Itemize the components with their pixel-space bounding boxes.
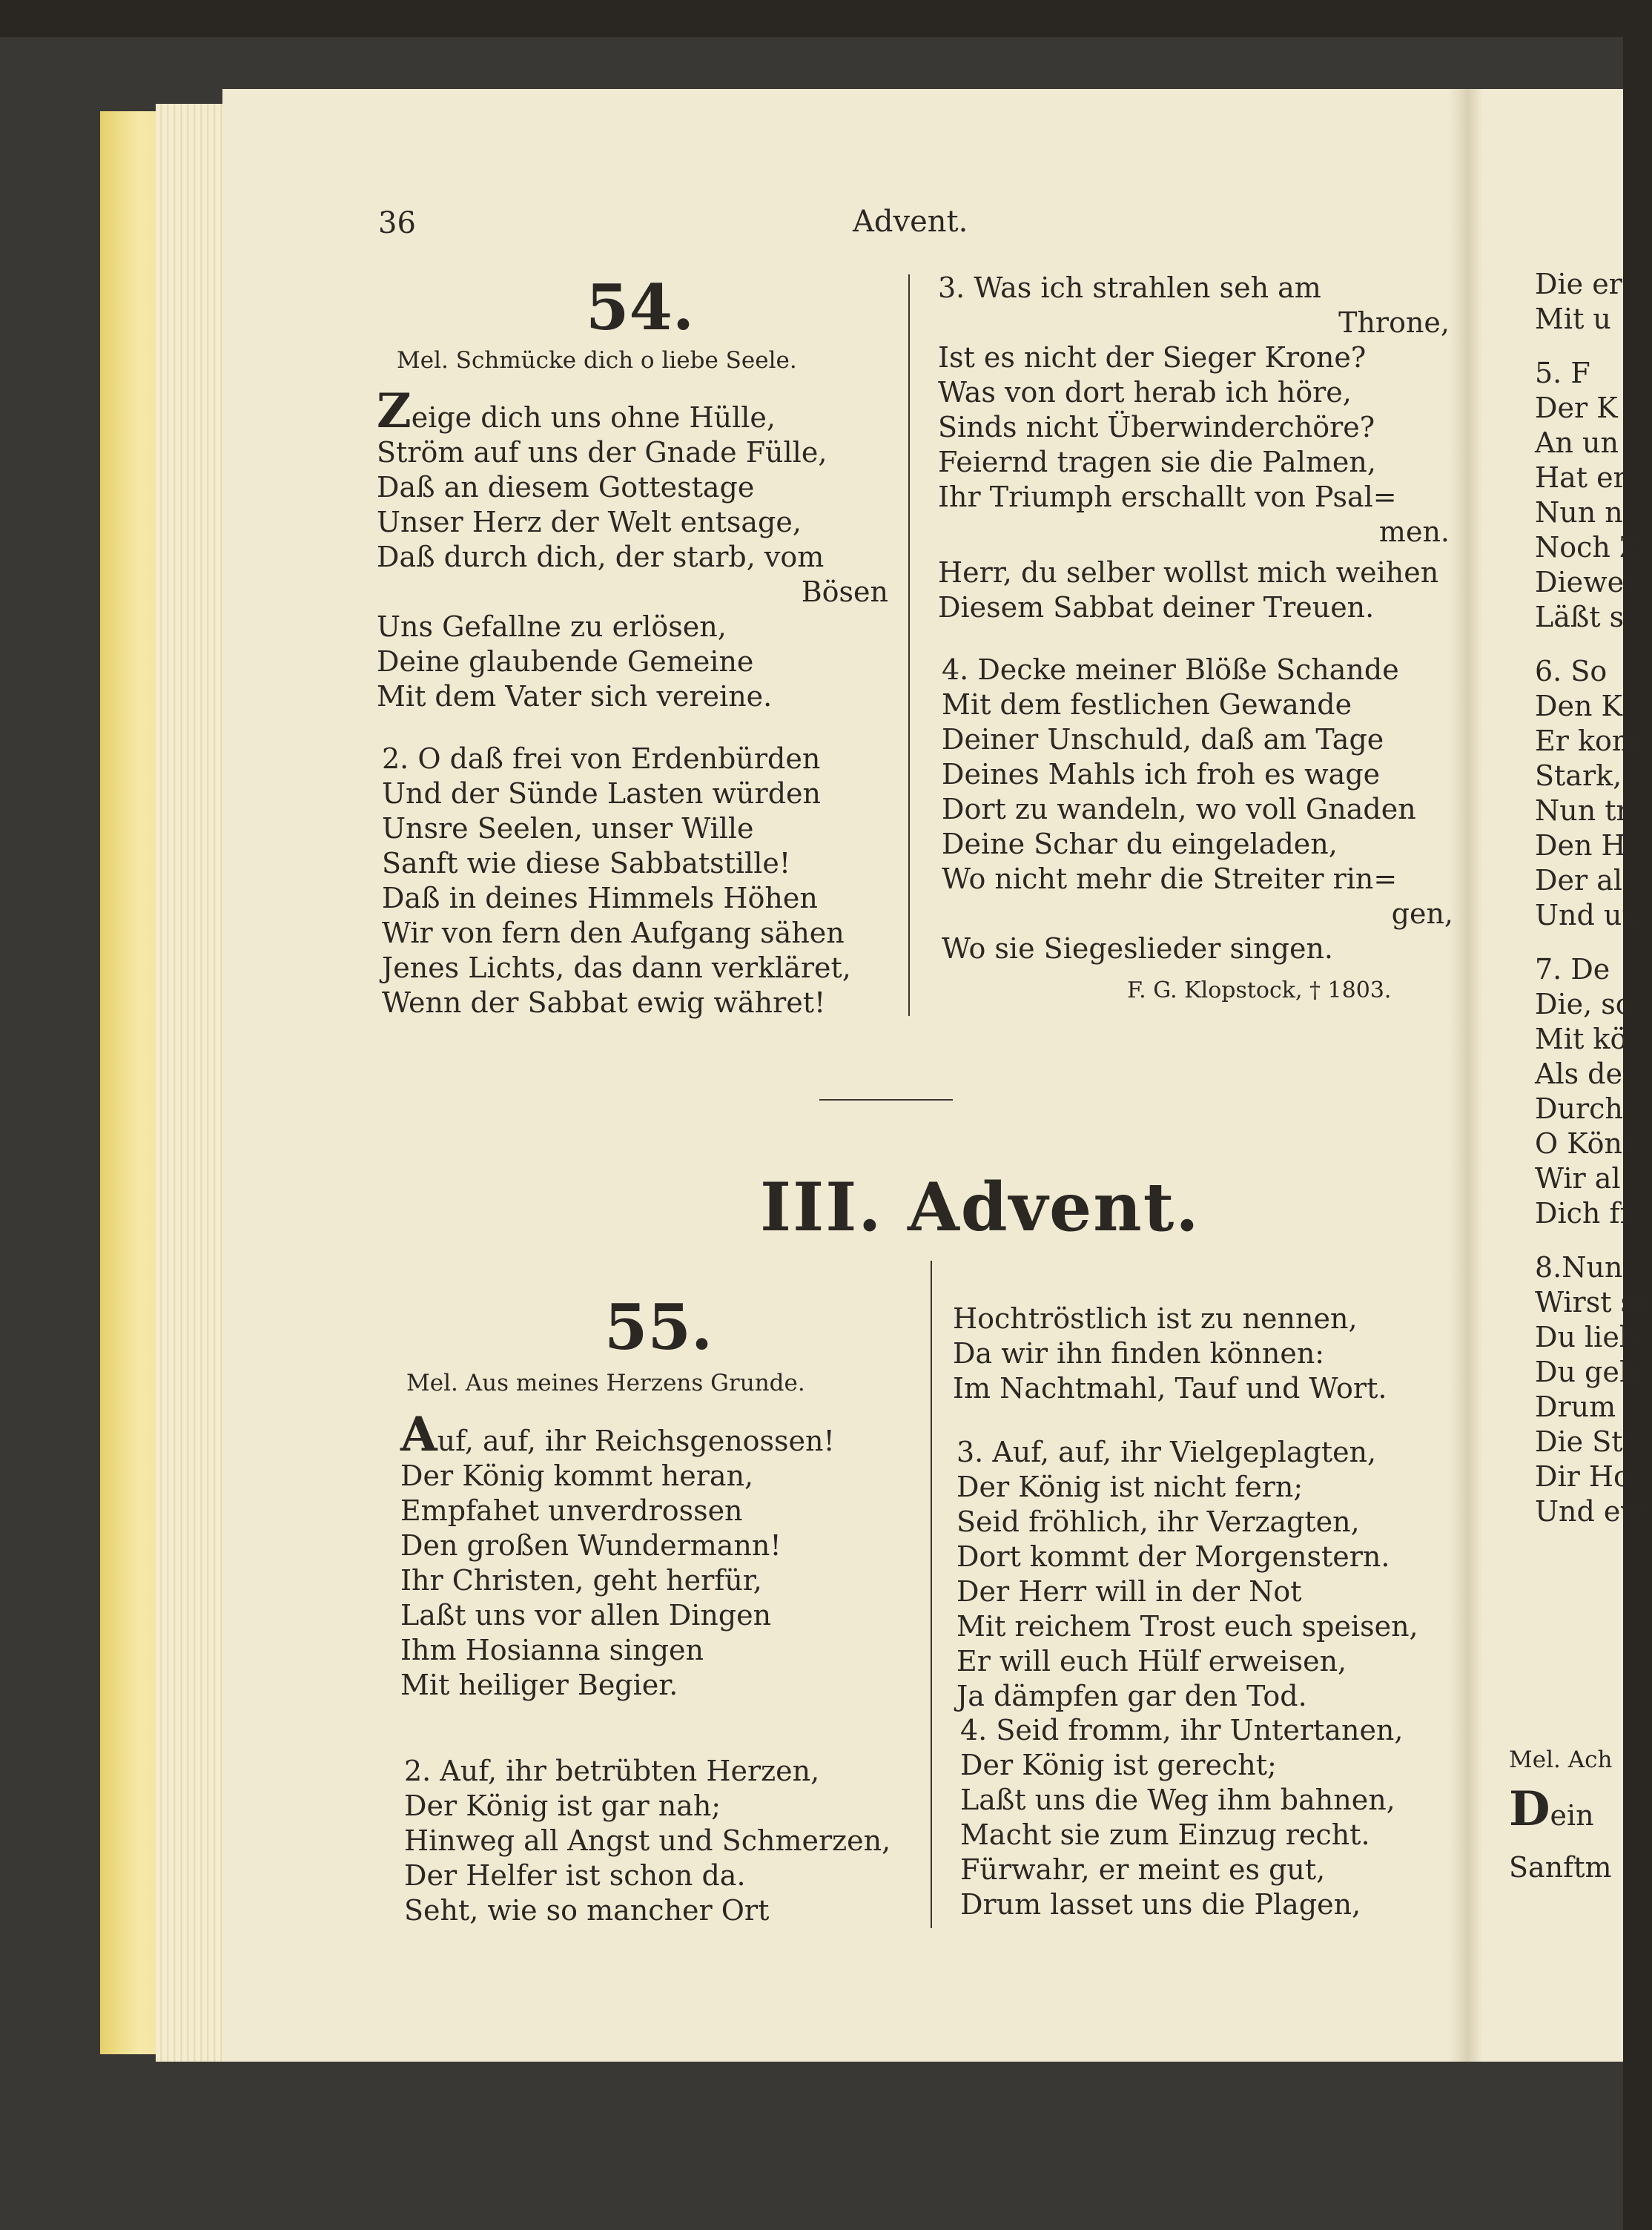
right-page-line: Du lieb [1535, 1321, 1638, 1353]
right-page-line: Der K [1535, 392, 1618, 424]
hymn-54-verse-2: 2. O daß frei von Erdenbürden Und der Sünde Lasten würden Unsre Seelen, unser Wille Sanft wie diese Sabbatstille! Daß in deines Himmels Höhen Wir von fern den Aufgang sähen Jenes Lichts, das dann verkläret, Wenn der Sabbat ewig währet! [382, 742, 851, 1019]
right-page-line: Die er [1535, 268, 1622, 300]
hymn-54-dropcap: Z [377, 383, 412, 439]
right-page-line: Stark, [1535, 759, 1622, 792]
right-page-line: Hat er [1535, 461, 1627, 494]
hymn-54-melody: Mel. Schmücke dich o liebe Seele. [397, 347, 797, 374]
right-page-line [1535, 1231, 1652, 1250]
right-page-line: Mit u [1535, 303, 1611, 335]
right-page-line: Diewei [1535, 566, 1633, 598]
hymn-55-dropcap: A [400, 1407, 437, 1462]
right-page-line: Als de [1535, 1058, 1622, 1090]
right-page-line: Dich fr [1535, 1197, 1633, 1230]
column-divider-top [908, 274, 910, 1016]
hymn-54-verse-4: 4. Decke meiner Blöße Schande Mit dem festlichen Gewande Deiner Unschuld, daß am Tage Deines Mahls ich froh es wage Dort zu wandeln, wo voll Gnaden Deine Schar du eingeladen, Wo nicht mehr die Streiter rin= gen, Wo sie Siegeslieder singen. [942, 653, 1453, 965]
right-page-line: 7. De [1535, 953, 1610, 986]
hymn-55-number: 55. [604, 1290, 713, 1364]
hymn-55-verse-2: 2. Auf, ihr betrübten Herzen, Der König ist gar nah; Hinweg all Angst und Schmerzen, Der Helfer ist schon da. Seht, wie so mancher Ort [404, 1755, 891, 1927]
right-page-line [1535, 337, 1652, 356]
right-page-dropcap: D [1509, 1781, 1550, 1837]
right-page-line: Den H [1535, 829, 1626, 862]
right-page-line: O Köni [1535, 1127, 1632, 1160]
hymn-55-melody: Mel. Aus meines Herzens Grunde. [406, 1370, 805, 1396]
right-page [1483, 89, 1652, 2062]
column-divider-bottom [931, 1261, 932, 1928]
book-gutter [1450, 89, 1483, 2062]
right-page-line: Nun tr [1535, 794, 1630, 827]
right-page-line: An un [1535, 426, 1619, 459]
right-page-line: Er kom [1535, 725, 1639, 757]
hymn-55-verse-1: Auf, auf, ihr Reichsgenossen! Der König kommt heran, Empfahet unverdrossen Den großen Wundermann! Ihr Christen, geht herfür, Laßt uns vor allen Dingen Ihm Hosianna singen Mit heiliger Begier. [400, 1407, 835, 1701]
right-page-line: Du geh [1535, 1356, 1638, 1388]
right-page-line: Den K [1535, 690, 1622, 722]
hymn-55-verse-3: 3. Auf, auf, ihr Vielgeplagten, Der König ist nicht fern; Seid fröhlich, ihr Verzagten, Dort kommt der Morgenstern. Der Herr will in der Not Mit reichem Trost euch speisen, Er will euch Hülf erweisen, Ja dämpfen gar den Tod. [956, 1436, 1418, 1712]
hymn-54-verse-1: Zeige dich uns ohne Hülle, Ström auf uns der Gnade Fülle, Daß an diesem Gottestage Unser Herz der Welt entsage, Daß durch dich, der starb, vom Bösen Uns Gefallne zu erlösen, Deine glaubende Gemeine Mit dem Vater sich vereine. [377, 383, 888, 713]
right-page-line: 6. So [1535, 655, 1608, 687]
right-page-melody: Mel. Ach [1509, 1746, 1613, 1773]
right-page-line: Die, so [1535, 988, 1633, 1020]
separator-rule [819, 1099, 953, 1101]
hymn-54-number: 54. [586, 271, 695, 344]
right-page-line: Dir Ho [1535, 1460, 1630, 1493]
right-page-line: Und ew [1535, 1495, 1645, 1528]
right-page-line [1535, 933, 1652, 952]
hymn-55-verse-4: 4. Seid fromm, ihr Untertanen, Der König ist gerecht; Laßt uns die Weg ihm bahnen, Macht sie zum Einzug recht. Fürwahr, er meint es gut, Drum lasset uns die Plagen, [960, 1714, 1404, 1921]
right-page-line: Nun n [1535, 496, 1623, 529]
right-page-line: Und un [1535, 899, 1640, 931]
right-page-line: Die Sti [1535, 1425, 1632, 1458]
page-number: 36 [378, 206, 416, 240]
right-page-first-line: Dein [1509, 1781, 1594, 1837]
right-page-line: Der al [1535, 864, 1623, 897]
right-page-last-line: Sanftm [1509, 1851, 1612, 1884]
right-page-line [1535, 635, 1652, 654]
right-page-line: 8.Nun [1535, 1251, 1623, 1284]
right-page-text [1535, 267, 1652, 1529]
right-page-line: Läßt s [1535, 601, 1625, 633]
hymn-54-verse-3: 3. Was ich strahlen seh am Throne, Ist es nicht der Sieger Krone? Was von dort herab ich höre, Sinds nicht Überwinderchöre? Feiernd tragen sie die Palmen, Ihr Triumph erschallt von Psal= men. Herr, du selber wollst mich weihen Diesem Sabbat deiner Treuen. [938, 271, 1450, 624]
right-page-line: Durch [1535, 1092, 1623, 1125]
right-page-line: Mit kö [1535, 1023, 1628, 1055]
running-title: Advent. [853, 205, 968, 239]
right-page-line: Wirst se [1535, 1286, 1652, 1319]
section-title: III. Advent. [760, 1168, 1200, 1247]
hymn-55-verse-2-continued: Hochtröstlich ist zu nennen, Da wir ihn finden können: Im Nachtmahl, Tauf und Wort. [953, 1302, 1387, 1405]
right-page-line: Wir al [1535, 1162, 1621, 1195]
right-page-line: Noch Z [1535, 531, 1639, 564]
right-page-line: 5. F [1535, 357, 1590, 389]
right-page-line: Drum [1535, 1391, 1616, 1423]
hymn-54-author: F. G. Klopstock, † 1803. [1127, 977, 1392, 1003]
